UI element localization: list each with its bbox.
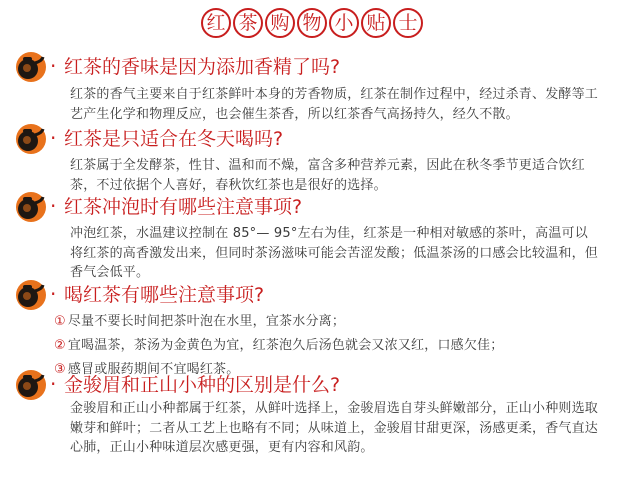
title-char: 物: [297, 8, 327, 38]
section-heading: [0, 280, 624, 310]
teapot-icon: [15, 279, 47, 311]
bullet-dot: ·: [50, 282, 57, 306]
list-text: 感冒或服药期间不宜喝红茶。: [67, 362, 240, 377]
teapot-icon: [15, 369, 47, 401]
page-title: [0, 8, 624, 44]
list-text: 尽量不要长时间把茶叶泡在水里，宜茶水分离；: [67, 314, 346, 329]
list-number: ①: [54, 314, 66, 329]
list-number: ③: [54, 362, 66, 377]
heading-text: 红茶的香味是因为添加香精了吗?: [64, 56, 341, 78]
teapot-icon: [15, 123, 47, 155]
heading-text: 喝红茶有哪些注意事项?: [64, 284, 265, 306]
section-body: 红茶的香气主要来自于红茶鲜叶本身的芳香物质，红茶在制作过程中，经过杀青、发酵等工艺产生化学和物理反应，也会催生茶香，所以红茶香气高扬持久，经久不散。: [70, 87, 599, 122]
section-heading: [0, 52, 624, 82]
section-heading: [0, 124, 624, 154]
section-heading: [0, 192, 624, 222]
title-char: 贴: [361, 8, 391, 38]
section-body: 冲泡红茶，水温建议控制在 85°— 95°左右为佳，红茶是一种相对敏感的茶叶，高温可以将红茶的高香激发出来，但同时茶汤滋味可能会苦涩发酸；低温茶汤的口感会比较温和，但香气会低平。: [70, 226, 599, 280]
title-char: 茶: [233, 8, 263, 38]
teapot-icon: [15, 191, 47, 223]
heading-text: 红茶冲泡时有哪些注意事项?: [64, 196, 303, 218]
bullet-dot: ·: [50, 194, 57, 218]
list-item: [54, 334, 604, 358]
bullet-dot: ·: [50, 54, 57, 78]
title-char: 购: [265, 8, 295, 38]
title-char: 士: [393, 8, 423, 38]
teapot-icon: [15, 51, 47, 83]
bullet-dot: ·: [50, 126, 57, 150]
heading-text: 红茶是只适合在冬天喝吗?: [64, 128, 284, 150]
list-text: 宜喝温茶，茶汤为金黄色为宜，红茶泡久后汤色就会又浓又红，口感欠佳；: [67, 338, 504, 353]
title-char: 小: [329, 8, 359, 38]
section-body: 金骏眉和正山小种都属于红茶，从鲜叶选择上，金骏眉选自芽头鲜嫩部分，正山小种则选取嫩芽和鲜叶；二者从工艺上也略有不同；从味道上，金骏眉甘甜更深，汤感更柔，香气直达心肺，正山小种味道层次感更强，更有内容和风韵。: [70, 401, 599, 455]
bullet-dot: ·: [50, 372, 57, 396]
section-heading: [0, 370, 624, 400]
list-item: [54, 310, 604, 334]
title-char: 红: [201, 8, 231, 38]
list-number: ②: [54, 338, 66, 353]
section-body: 红茶属于全发酵茶，性甘、温和而不燥，富含多种营养元素，因此在秋冬季节更适合饮红茶，不过依据个人喜好，春秋饮红茶也是很好的选择。: [70, 158, 585, 193]
heading-text: 金骏眉和正山小种的区别是什么?: [64, 374, 341, 396]
